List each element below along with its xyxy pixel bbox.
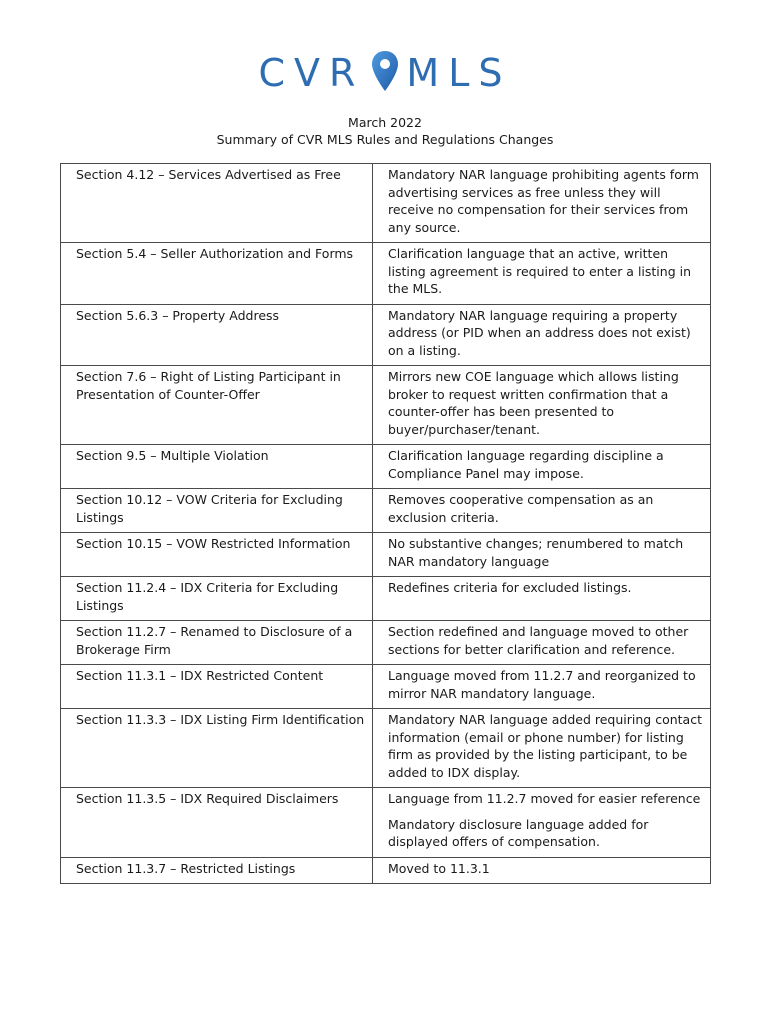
description-paragraph: Clarification language that an active, written listing agreement is required to enter a listing in the MLS. [388, 246, 692, 296]
table-row [61, 445, 711, 489]
section-name: Section 10.12 – VOW Criteria for Excluding Listings [61, 489, 373, 533]
section-name: Section 11.3.7 – Restricted Listings [61, 857, 373, 884]
table-row [61, 788, 711, 858]
rules-changes-table [60, 163, 711, 884]
description-paragraph: Mandatory NAR language requiring a property address (or PID when an address does not exist) on a listing. [388, 307, 691, 358]
change-description [373, 621, 711, 665]
logo-text-left: CVR [258, 51, 365, 95]
table-row [61, 366, 711, 445]
section-name: Section 11.2.7 – Renamed to Disclosure of a Brokerage Firm [61, 621, 373, 665]
section-name: Section 5.6.3 – Property Address [61, 304, 373, 366]
table-row [61, 709, 711, 788]
description-paragraph: Language moved from 11.2.7 and reorganized to mirror NAR mandatory language. [388, 668, 696, 701]
change-description [373, 709, 711, 788]
cvrmls-logo [0, 48, 770, 98]
section-name: Section 11.3.3 – IDX Listing Firm Identification [61, 709, 373, 788]
table-row [61, 304, 711, 366]
change-description [373, 489, 711, 533]
table-row [61, 243, 711, 305]
change-description [373, 665, 711, 709]
change-description [373, 533, 711, 577]
table-row [61, 577, 711, 621]
table-row [61, 621, 711, 665]
description-paragraph: Clarification language regarding discipline a Compliance Panel may impose. [388, 448, 664, 481]
description-paragraph: Mandatory NAR language added requiring contact information (email or phone number) for listing firm as provided by the listing participant, to be added to IDX display. [388, 712, 702, 780]
change-description [373, 788, 711, 858]
table-row [61, 857, 711, 884]
table-row [61, 489, 711, 533]
section-name: Section 10.15 – VOW Restricted Information [61, 533, 373, 577]
description-paragraph: Mandatory NAR language prohibiting agents form advertising services as free unless they will receive no compensation for their services from any source. [388, 167, 699, 235]
section-name: Section 4.12 – Services Advertised as Free [61, 164, 373, 243]
document-date: March 2022 [348, 115, 422, 130]
change-description [373, 164, 711, 243]
change-description [373, 445, 711, 489]
table-row [61, 533, 711, 577]
change-description [373, 577, 711, 621]
description-paragraph: Removes cooperative compensation as an exclusion criteria. [388, 492, 654, 525]
change-description [373, 243, 711, 305]
description-paragraph: Section redefined and language moved to other sections for better clarification and reference. [388, 624, 689, 657]
section-name: Section 7.6 – Right of Listing Participant in Presentation of Counter-Offer [61, 366, 373, 445]
table-row [61, 665, 711, 709]
section-name: Section 9.5 – Multiple Violation [61, 445, 373, 489]
section-name: Section 11.3.5 – IDX Required Disclaimers [61, 788, 373, 858]
description-paragraph: No substantive changes; renumbered to match NAR mandatory language [388, 536, 684, 569]
section-name: Section 5.4 – Seller Authorization and Forms [61, 243, 373, 305]
section-name: Section 11.3.1 – IDX Restricted Content [61, 665, 373, 709]
description-paragraph: Language from 11.2.7 moved for easier reference [388, 791, 701, 806]
description-paragraph: Mirrors new COE language which allows listing broker to request written confirmation that a counter-offer has been presented to buyer/purchaser/tenant. [388, 369, 679, 437]
description-paragraph: Mandatory disclosure language added for displayed offers of compensation. [388, 816, 649, 849]
document-header [0, 114, 770, 148]
change-description [373, 304, 711, 366]
logo-text-right: MLS [406, 51, 512, 95]
map-pin-icon [370, 49, 400, 97]
table-row [61, 164, 711, 243]
description-paragraph: Moved to 11.3.1 [388, 860, 490, 876]
document-title: Summary of CVR MLS Rules and Regulations Changes [216, 132, 554, 147]
change-description [373, 857, 711, 884]
change-description [373, 366, 711, 445]
description-paragraph: Redefines criteria for excluded listings. [388, 580, 632, 595]
section-name: Section 11.2.4 – IDX Criteria for Excluding Listings [61, 577, 373, 621]
